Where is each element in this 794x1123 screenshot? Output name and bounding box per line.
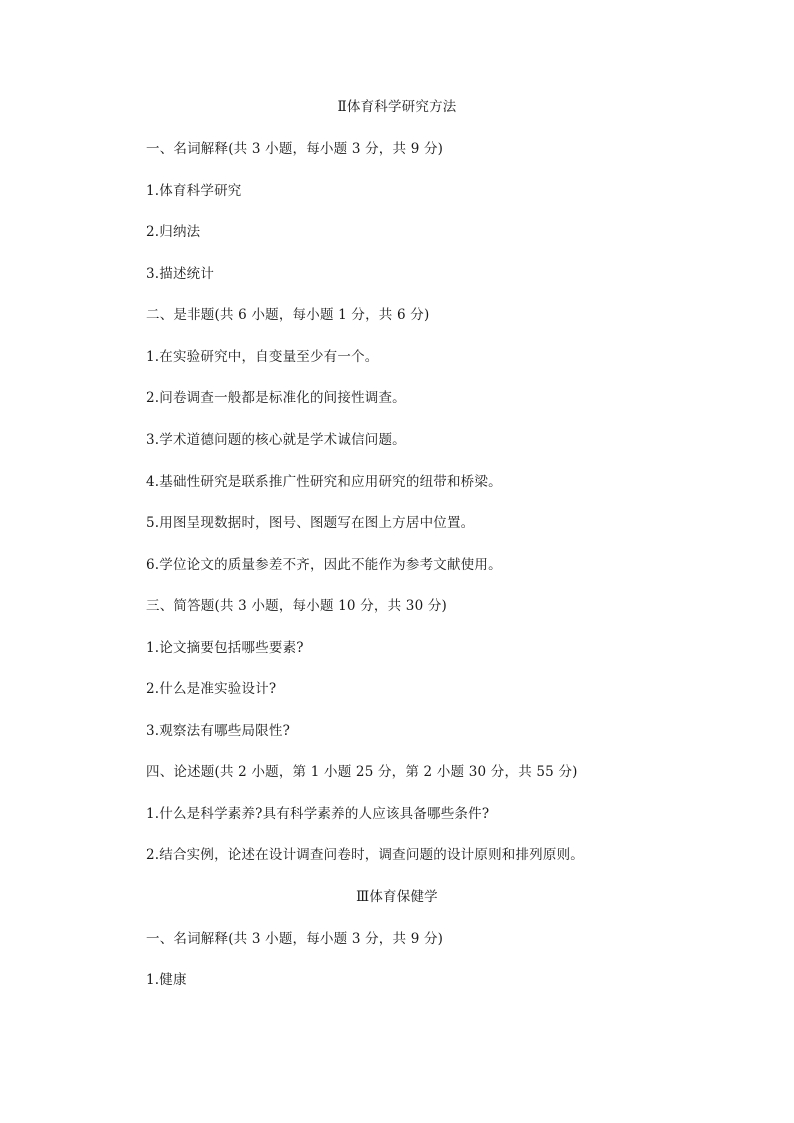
part-heading: 四、论述题(共 2 小题，第 1 小题 25 分，第 2 小题 30 分，共 55 分) (146, 764, 578, 780)
section-title: Ⅱ体育科学研究方法 (337, 99, 457, 115)
question-item: 2.什么是准实验设计? (146, 681, 277, 697)
question-item: 1.在实验研究中，自变量至少有一个。 (146, 349, 379, 365)
question-item: 1.论文摘要包括哪些要素? (146, 640, 304, 656)
question-item: 1.什么是科学素养?具有科学素养的人应该具备哪些条件? (146, 806, 490, 822)
section-title: Ⅲ体育保健学 (356, 889, 438, 905)
part-heading: 一、名词解释(共 3 小题，每小题 3 分，共 9 分) (146, 931, 444, 947)
question-item: 2.问卷调查一般都是标准化的间接性调查。 (146, 390, 406, 406)
question-item: 3.描述统计 (146, 266, 215, 282)
question-item: 3.观察法有哪些局限性? (146, 723, 291, 739)
question-item: 5.用图呈现数据时，图号、图题写在图上方居中位置。 (146, 515, 475, 531)
question-item: 2.归纳法 (146, 224, 201, 240)
question-item: 1.体育科学研究 (146, 183, 242, 199)
question-item: 6.学位论文的质量参差不齐，因此不能作为参考文献使用。 (146, 557, 502, 573)
part-heading: 一、名词解释(共 3 小题，每小题 3 分，共 9 分) (146, 141, 444, 157)
question-item: 2.结合实例，论述在设计调查问卷时，调查问题的设计原则和排列原则。 (146, 847, 584, 863)
question-item: 4.基础性研究是联系推广性研究和应用研究的纽带和桥梁。 (146, 474, 502, 490)
part-heading: 二、是非题(共 6 小题，每小题 1 分，共 6 分) (146, 307, 430, 323)
part-heading: 三、简答题(共 3 小题，每小题 10 分，共 30 分) (146, 598, 448, 614)
question-item: 3.学术道德问题的核心就是学术诚信问题。 (146, 432, 406, 448)
question-item: 1.健康 (146, 972, 187, 988)
